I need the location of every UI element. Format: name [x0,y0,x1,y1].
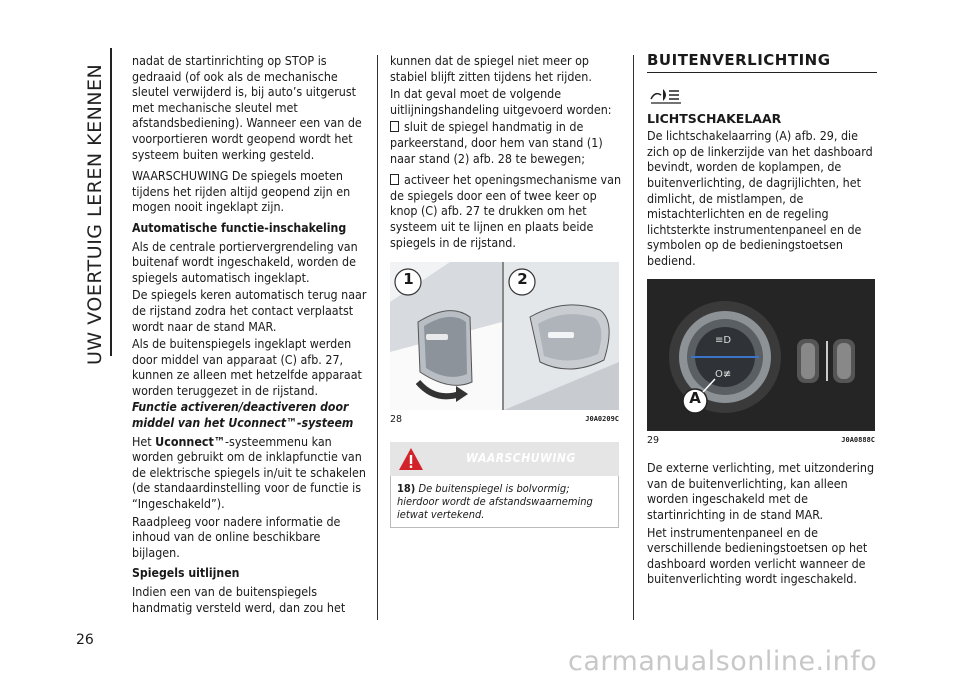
paragraph: Raadpleeg voor nadere informatie de inhoud van de online beschikbare bijlagen. [132,513,341,560]
column-2 [390,53,622,528]
watermark-text: carmanualsonline.info [568,646,878,677]
figure-number: 29 [647,434,660,446]
light-switch-illustration [647,279,875,431]
paragraph: In dat geval moet de volgende uitlijningshandeling uitgevoerd worden: [390,86,612,117]
warning-text: De buitenspiegel is bolvormig; hierdoor wordt de afstandswaarneming ietwat vertekend. [397,481,593,521]
paragraph: Indien een van de buitenspiegels handmatig versteld werd, dan zou het [132,584,346,615]
figure-callout-a: A [689,388,701,407]
warning-title: WAARSCHUWING [466,450,576,465]
paragraph: De externe verlichting, met uitzondering van de buitenverlichting, kan alleen worden ingeschakeld met de startinrichting in de stand MAR. [647,460,875,522]
bullet-item: sluit de spiegel handmatig in de parkeerstand, door hem van stand (1) naar stand (2) afb. 28 te bewegen; [390,119,603,166]
warning-triangle-icon [398,447,424,471]
bullet-item: activeer het openingsmechanisme van de spiegels door een of twee keer op knop (C) afb. 27 te drukken om het systeem uit te lijnen en plaats beide spiegels in de rijstand. [390,172,622,250]
paragraph: Als de centrale portiervergrendeling van buitenaf wordt ingeschakeld, worden de spiegels automatisch ingeklapt. [132,238,358,285]
figure-callout-1: 1 [403,270,414,289]
page-number: 26 [76,632,94,648]
column-divider-1 [377,55,378,620]
column-divider-2 [633,55,634,620]
chapter-title: UW VOERTUIG LEREN KENNEN [84,63,106,365]
mirror-illustration [390,262,619,410]
subsection-title: LICHTSCHAKELAAR [647,110,782,126]
paragraph: WAARSCHUWING De spiegels moeten tijdens het rijden altijd geopend zijn en mogen nooit ingeklapt zijn. [132,168,351,215]
paragraph: De spiegels keren automatisch terug naar de rijstand zodra het contact verplaatst wordt naar de stand MAR. [132,287,367,334]
svg-text:≡D: ≡D [715,334,732,346]
figure-caption [647,433,875,449]
column-3 [647,53,877,593]
paragraph: Het Uconnect™-systeemmenu kan worden gebruikt om de inklapfunctie van de elektrische spiegels in/uit te schakelen (de standaardinstelling voor de functie is “Ingeschakeld”). [132,433,366,512]
figure-caption [390,412,619,428]
figure-29-light-switch [647,279,875,431]
chapter-divider [110,48,112,356]
section-title: BUITENVERLICHTING [647,53,877,73]
svg-text:O≢: O≢ [715,368,732,380]
exterior-lights-icon [649,85,683,105]
warning-header [390,442,619,476]
bullet-square-icon [390,174,399,185]
paragraph: De lichtschakelaarring (A) afb. 29, die zich op de linkerzijde van het dashboard bevindt, worden de koplampen, de buitenverlichting, de dagrijlichten, het dimlicht, de mistlampen, de mistachterlichten en de regeling lichtsterkte instrumentenpaneel en de symbolen op de bedieningstoetsen bediend. [647,128,873,268]
paragraph: nadat de startinrichting op STOP is gedraaid (of ook als de mechanische sleutel verwijderd is, bij auto’s uitgerust met mechanische sleutel met afstandsbediening). Wanneer een van de voorportieren wordt geopend wordt het systeem buiten werking gesteld. [132,53,362,162]
figure-code: J0A0888C [841,435,875,444]
subheading-align: Spiegels uitlijnen [132,566,240,581]
paragraph: Het instrumentenpaneel en de verschillende bedieningstoetsen op het dashboard worden verlicht wanneer de buitenverlichting wordt ingeschakeld. [647,524,868,587]
figure-callout-2: 2 [517,270,528,289]
subheading-auto-fold: Automatische functie-inschakeling [132,220,347,235]
paragraph: kunnen dat de spiegel niet meer op stabiel blijft zitten tijdens het rijden. [390,53,592,84]
figure-28-mirror [390,262,619,410]
column-1 [132,53,368,621]
paragraph: Als de buitenspiegels ingeklapt werden door middel van apparaat (C) afb. 27, kunnen ze alleen met hetzelfde apparaat worden teruggezet in de rijstand. [132,336,362,398]
subheading-uconnect: Functie activeren/deactiveren door middel van het Uconnect™-systeem [132,400,354,431]
figure-code: J0A0209C [585,415,619,424]
warning-number: 18) [397,481,416,495]
warning-body [390,476,619,528]
figure-number: 28 [390,414,403,426]
bullet-square-icon [390,121,399,132]
